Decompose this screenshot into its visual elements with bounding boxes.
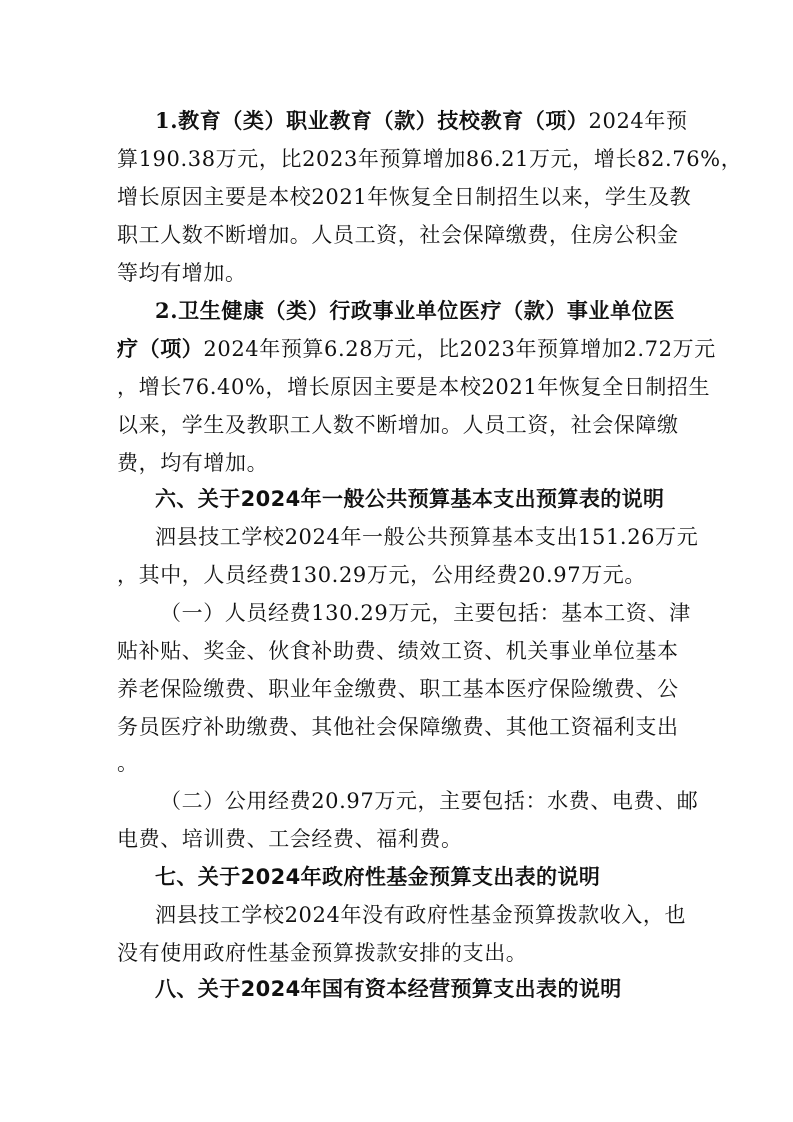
item2-line-2 xyxy=(117,334,716,364)
item1-line-3: 增长原因主要是本校2021年恢复全日制招生以来，学生及教 xyxy=(117,185,692,209)
item1-line-2: 算190.38万元，比2023年预算增加86.21万元，增长82.76%， xyxy=(117,147,743,171)
section6-p1-line-1: 泗县技工学校2024年一般公共预算基本支出151.26万元 xyxy=(155,525,699,549)
section7-heading: 七、关于2024年政府性基金预算支出表的说明 xyxy=(155,865,601,889)
section7-p1-line-2: 没有使用政府性基金预算拨款安排的支出。 xyxy=(117,941,528,965)
item2-line-3: ，增长76.40%，增长原因主要是本校2021年恢复全日制招生 xyxy=(117,375,711,399)
section6-p2-line-1: （一）人员经费130.29万元，主要包括：基本工资、津 xyxy=(160,601,691,625)
section6-p2-line-2: 贴补贴、奖金、伙食补助费、绩效工资、机关事业单位基本 xyxy=(117,639,679,663)
item1-line-5: 等均有增加。 xyxy=(117,261,247,285)
section8-heading: 八、关于2024年国有资本经营预算支出表的说明 xyxy=(155,977,622,1001)
section6-p3-line-2: 电费、培训费、工会经费、福利费。 xyxy=(117,827,463,851)
section6-p3-line-1: （二）公用经费20.97万元，主要包括：水费、电费、邮 xyxy=(160,789,699,813)
item1-title: 1.教育（类）职业教育（款）技校教育（项） xyxy=(155,108,589,133)
item2-title-line-1: 2.卫生健康（类）行政事业单位医疗（款）事业单位医 xyxy=(155,298,675,323)
section6-p2-line-5: 。 xyxy=(117,751,139,775)
section7-p1-line-1: 泗县技工学校2024年没有政府性基金预算拨款收入，也 xyxy=(155,903,687,927)
section6-heading: 六、关于2024年一般公共预算基本支出预算表的说明 xyxy=(155,487,665,511)
item1-line-4: 职工人数不断增加。人员工资，社会保障缴费，住房公积金 xyxy=(117,223,679,247)
section6-p2-line-4: 务员医疗补助缴费、其他社会保障缴费、其他工资福利支出 xyxy=(117,715,679,739)
item2-line-5: 费，均有增加。 xyxy=(117,451,269,475)
item1-line-1-tail: 2024年预 xyxy=(588,109,688,133)
item1-line-1 xyxy=(155,106,688,136)
item2-title-line-2: 疗（项） xyxy=(117,336,204,361)
section6-p2-line-3: 养老保险缴费、职业年金缴费、职工基本医疗保险缴费、公 xyxy=(117,677,679,701)
item2-line-2-tail: 2024年预算6.28万元，比2023年预算增加2.72万元 xyxy=(203,337,716,361)
item2-line-4: 以来，学生及教职工人数不断增加。人员工资，社会保障缴 xyxy=(117,413,679,437)
section6-p1-line-2: ，其中，人员经费130.29万元，公用经费20.97万元。 xyxy=(117,563,646,587)
